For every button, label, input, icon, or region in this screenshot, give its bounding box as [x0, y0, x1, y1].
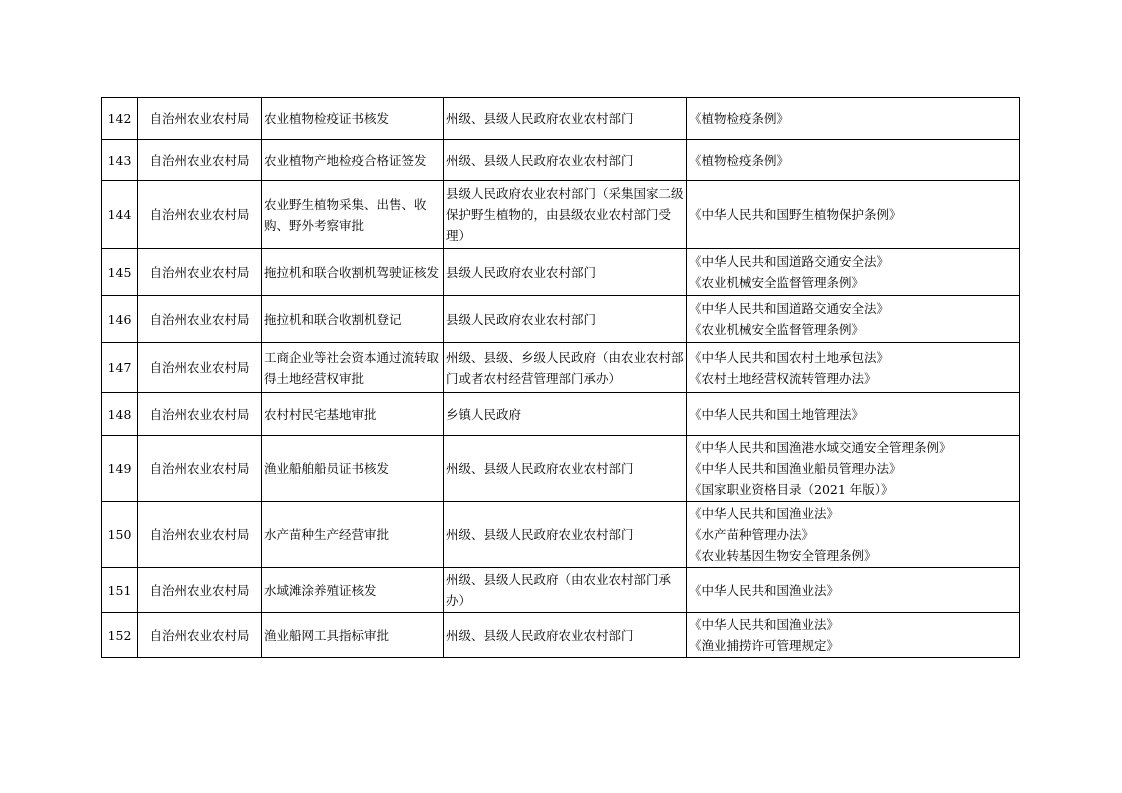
item-name-cell: 农业野生植物采集、出售、收购、野外考察审批 — [262, 181, 444, 249]
legal-basis-line: 《农业转基因生物安全管理条例》 — [689, 548, 877, 563]
item-name-cell: 渔业船网工具指标审批 — [262, 613, 444, 658]
legal-basis-cell — [687, 393, 1020, 436]
item-name-cell: 拖拉机和联合收割机登记 — [262, 296, 444, 343]
authority-cell: 州级、县级人民政府农业农村部门 — [444, 436, 687, 502]
legal-basis-line: 《农村土地经营权流转管理办法》 — [689, 370, 877, 386]
legal-basis-cell — [687, 613, 1020, 658]
legal-basis-line: 《水产苗种管理办法》 — [689, 527, 815, 542]
approval-items-table — [101, 97, 1020, 658]
row-number: 149 — [102, 436, 138, 502]
legal-basis-line: 《农业机械安全监督管理条例》 — [689, 322, 865, 337]
legal-basis-line: 《中华人民共和国渔业法》 — [689, 506, 840, 521]
legal-basis-line: 《中华人民共和国野生植物保护条例》 — [689, 207, 902, 222]
legal-basis-line: 《植物检疫条例》 — [689, 152, 790, 168]
department-cell: 自治州农业农村局 — [138, 98, 262, 140]
row-number: 148 — [102, 393, 138, 436]
department-cell: 自治州农业农村局 — [138, 296, 262, 343]
row-number: 142 — [102, 98, 138, 140]
legal-basis-line: 《中华人民共和国农村土地承包法》 — [689, 349, 890, 365]
table-row — [102, 502, 1020, 568]
department-cell: 自治州农业农村局 — [138, 613, 262, 658]
row-number: 144 — [102, 181, 138, 249]
department-cell: 自治州农业农村局 — [138, 181, 262, 249]
item-name-cell: 农村村民宅基地审批 — [262, 393, 444, 436]
table-row — [102, 181, 1020, 249]
legal-basis-line: 《中华人民共和国道路交通安全法》 — [689, 301, 890, 316]
table-row — [102, 568, 1020, 613]
legal-basis-cell — [687, 98, 1020, 140]
legal-basis-cell — [687, 181, 1020, 249]
legal-basis-cell — [687, 568, 1020, 613]
row-number: 150 — [102, 502, 138, 568]
department-cell: 自治州农业农村局 — [138, 343, 262, 393]
item-name-cell: 渔业船舶船员证书核发 — [262, 436, 444, 502]
legal-basis-line: 《农业机械安全监督管理条例》 — [689, 275, 865, 290]
department-cell: 自治州农业农村局 — [138, 568, 262, 613]
approval-items-table-wrapper — [101, 97, 1019, 658]
table-body — [102, 98, 1020, 658]
authority-cell: 州级、县级人民政府农业农村部门 — [444, 502, 687, 568]
item-name-cell: 水产苗种生产经营审批 — [262, 502, 444, 568]
authority-cell: 州级、县级人民政府农业农村部门 — [444, 140, 687, 181]
table-row — [102, 343, 1020, 393]
item-name-cell: 工商企业等社会资本通过流转取得土地经营权审批 — [262, 343, 444, 393]
row-number: 147 — [102, 343, 138, 393]
legal-basis-cell — [687, 140, 1020, 181]
authority-cell: 州级、县级人民政府农业农村部门 — [444, 613, 687, 658]
legal-basis-line: 《中华人民共和国渔港水域交通安全管理条例》 — [689, 440, 952, 455]
table-row — [102, 393, 1020, 436]
table-row — [102, 296, 1020, 343]
department-cell: 自治州农业农村局 — [138, 249, 262, 296]
legal-basis-cell — [687, 249, 1020, 296]
item-name-cell: 农业植物产地检疫合格证签发 — [262, 140, 444, 181]
row-number: 146 — [102, 296, 138, 343]
department-cell: 自治州农业农村局 — [138, 393, 262, 436]
legal-basis-line: 《中华人民共和国道路交通安全法》 — [689, 254, 890, 269]
legal-basis-line: 《中华人民共和国渔业法》 — [689, 617, 840, 632]
item-name-cell: 拖拉机和联合收割机驾驶证核发 — [262, 249, 444, 296]
legal-basis-cell — [687, 436, 1020, 502]
authority-cell: 乡镇人民政府 — [444, 393, 687, 436]
authority-cell: 州级、县级人民政府农业农村部门 — [444, 98, 687, 140]
legal-basis-line: 《中华人民共和国土地管理法》 — [689, 406, 865, 422]
authority-cell: 州级、县级、乡级人民政府（由农业农村部门或者农村经营管理部门承办） — [444, 343, 687, 393]
legal-basis-cell — [687, 502, 1020, 568]
row-number: 143 — [102, 140, 138, 181]
authority-cell: 州级、县级人民政府（由农业农村部门承办） — [444, 568, 687, 613]
legal-basis-cell — [687, 296, 1020, 343]
legal-basis-line: 《国家职业资格目录（2021 年版）》 — [689, 482, 894, 497]
department-cell: 自治州农业农村局 — [138, 502, 262, 568]
table-row — [102, 98, 1020, 140]
table-row — [102, 436, 1020, 502]
row-number: 151 — [102, 568, 138, 613]
legal-basis-line: 《渔业捕捞许可管理规定》 — [689, 638, 840, 653]
legal-basis-cell — [687, 343, 1020, 393]
authority-cell: 县级人民政府农业农村部门 — [444, 296, 687, 343]
table-row — [102, 140, 1020, 181]
authority-cell: 县级人民政府农业农村部门（采集国家二级保护野生植物的，由县级农业农村部门受理） — [444, 181, 687, 249]
legal-basis-line: 《中华人民共和国渔业船员管理办法》 — [689, 461, 902, 476]
legal-basis-line: 《植物检疫条例》 — [689, 111, 790, 126]
row-number: 152 — [102, 613, 138, 658]
legal-basis-line: 《中华人民共和国渔业法》 — [689, 582, 840, 598]
table-row — [102, 249, 1020, 296]
item-name-cell: 水域滩涂养殖证核发 — [262, 568, 444, 613]
department-cell: 自治州农业农村局 — [138, 436, 262, 502]
item-name-cell: 农业植物检疫证书核发 — [262, 98, 444, 140]
row-number: 145 — [102, 249, 138, 296]
authority-cell: 县级人民政府农业农村部门 — [444, 249, 687, 296]
table-row — [102, 613, 1020, 658]
department-cell: 自治州农业农村局 — [138, 140, 262, 181]
